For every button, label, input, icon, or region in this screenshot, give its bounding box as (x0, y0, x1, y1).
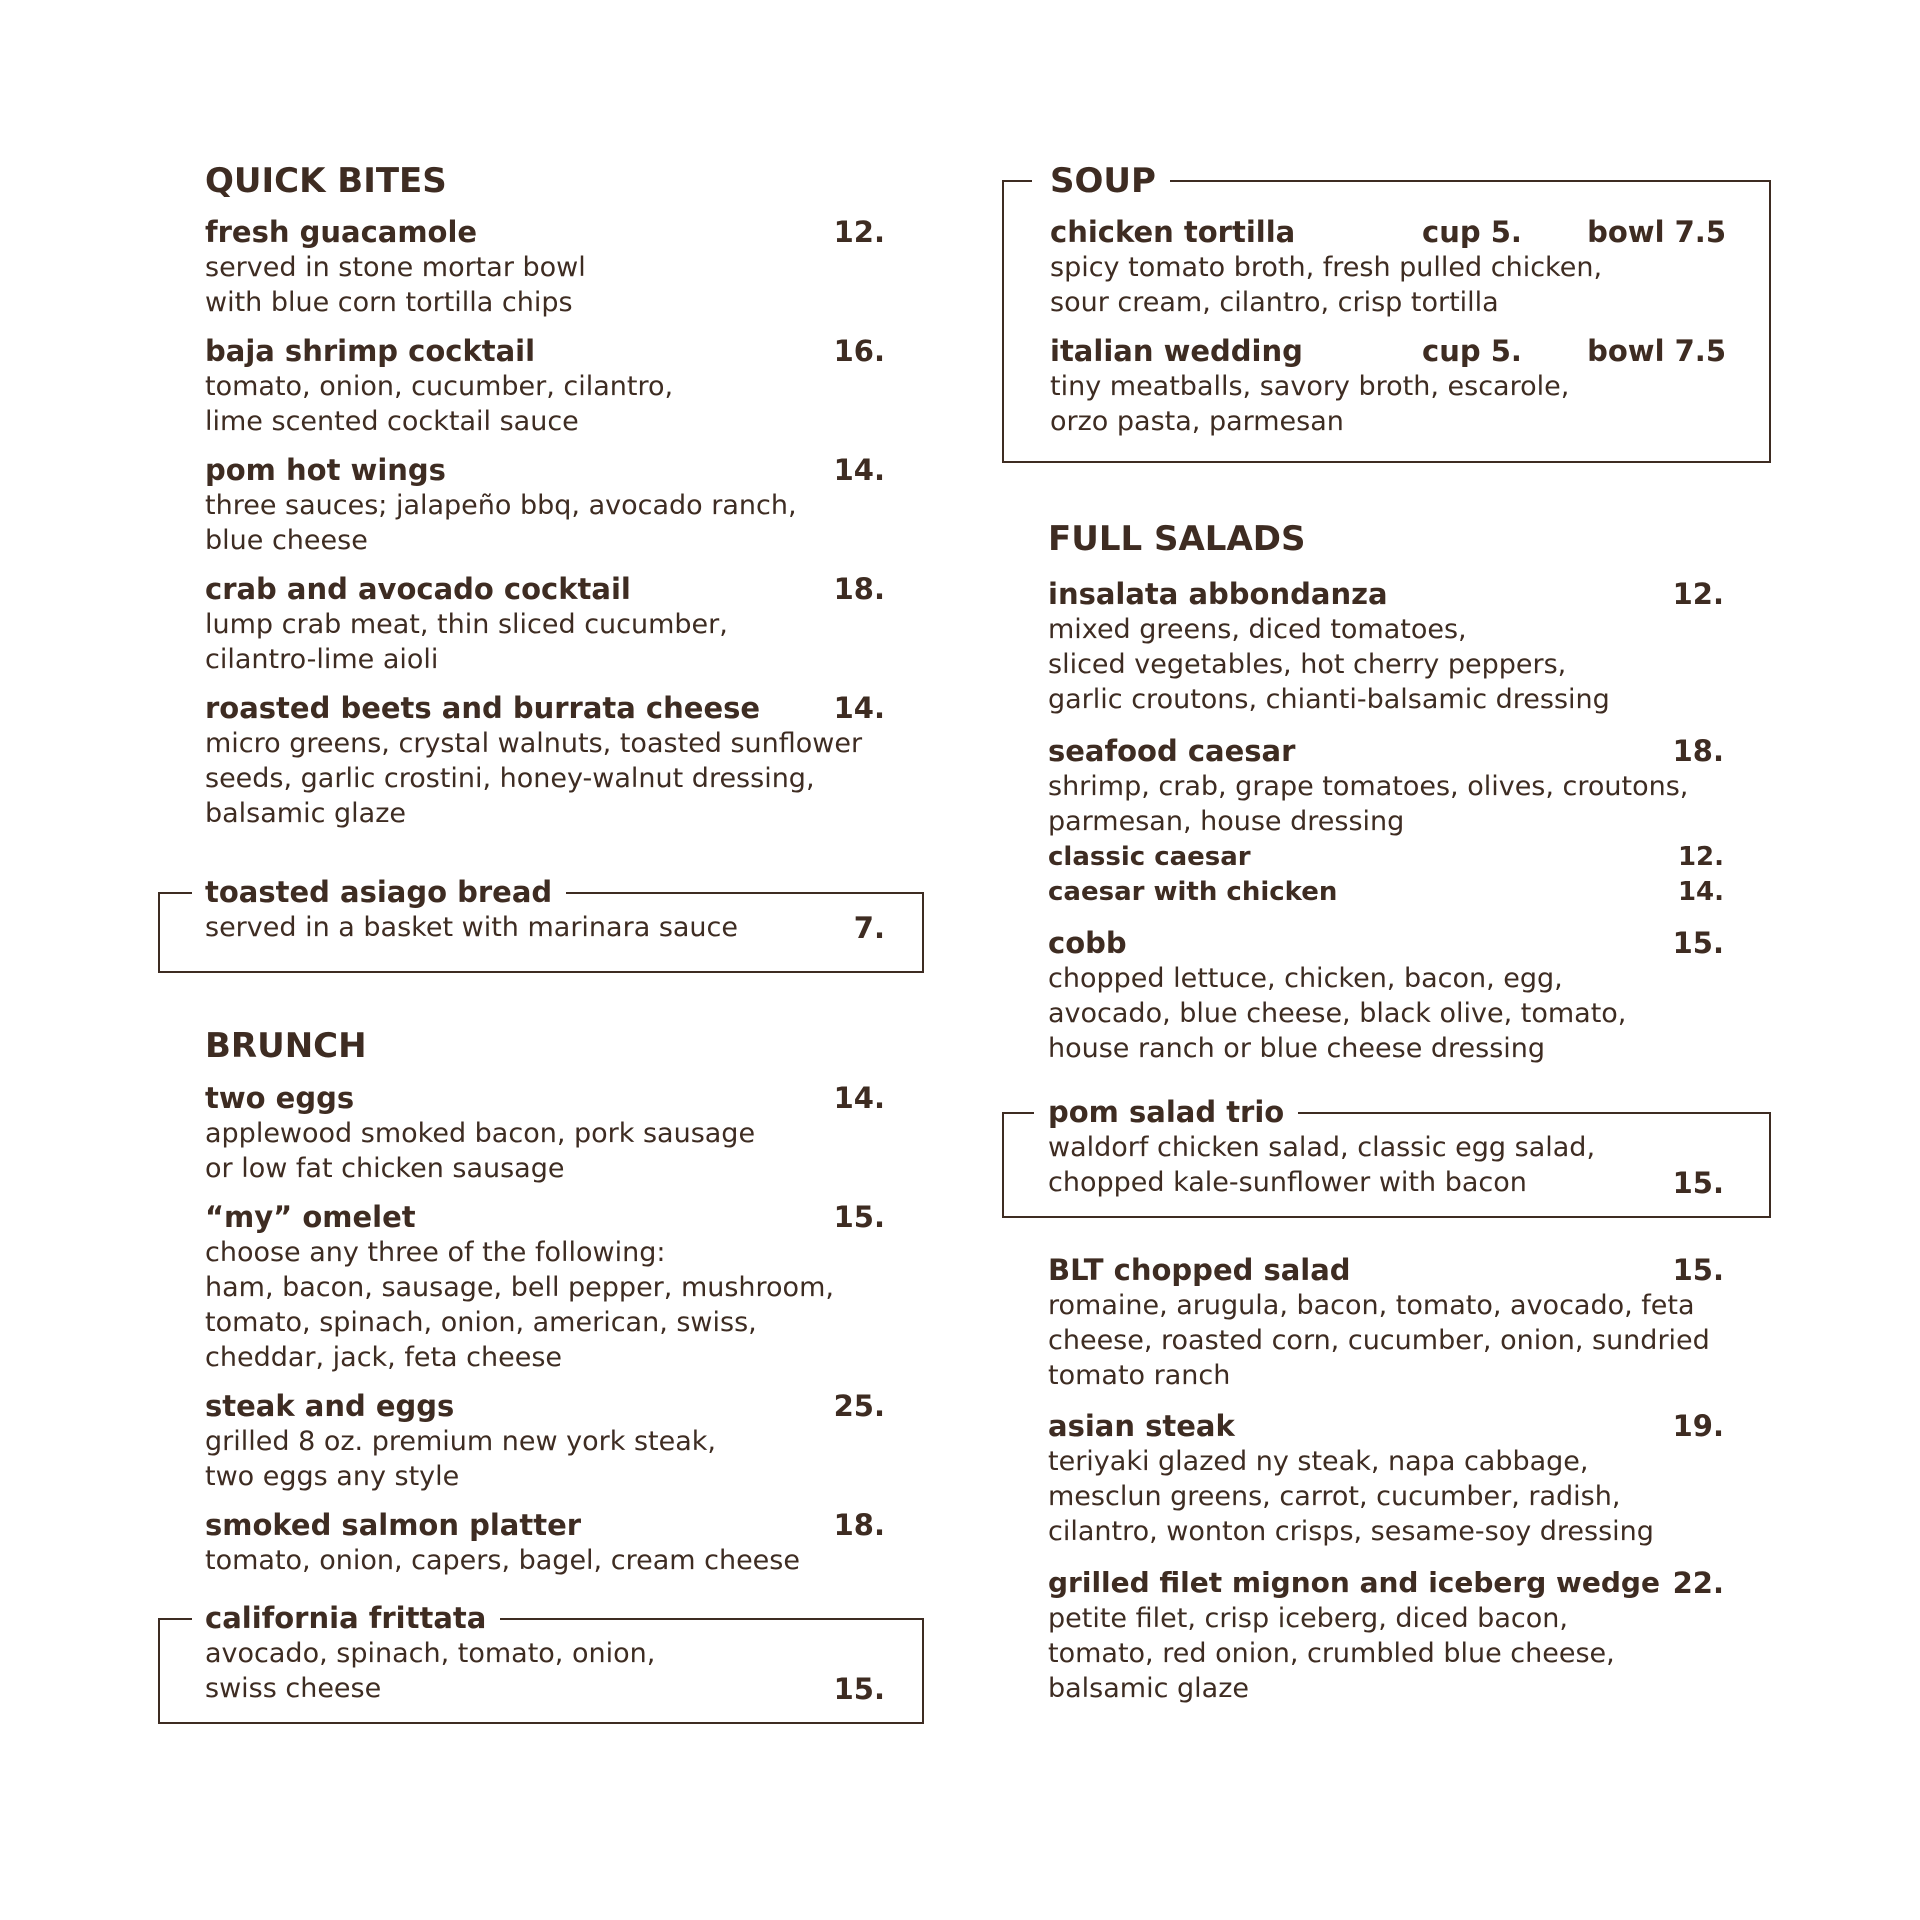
item-price: 15. (833, 1200, 885, 1234)
brunch-heading: BRUNCH (205, 1026, 367, 1066)
item-name: two eggs (205, 1081, 355, 1115)
featured-item-pom-salad-trio (1048, 1130, 1724, 1200)
item-name: classic caesar (1048, 842, 1251, 872)
item-price: 12. (833, 215, 885, 249)
item-price: 15. (1672, 926, 1724, 960)
featured-item-name: toasted asiago bread (192, 874, 566, 910)
menu-item-italian-wedding (1050, 333, 1730, 439)
quick-bites-heading: QUICK BITES (205, 161, 447, 201)
item-price: 12. (1677, 842, 1724, 872)
item-description: tomato, onion, capers, bagel, cream cheese (205, 1545, 800, 1576)
item-price: 15. (1672, 1253, 1724, 1287)
menu-item-steak-and-eggs (205, 1388, 885, 1494)
item-price: 14. (833, 1081, 885, 1115)
soup-heading: SOUP (1032, 160, 1170, 202)
item-price: 15. (833, 1672, 885, 1706)
item-name: cobb (1048, 926, 1127, 960)
item-price: 14. (1677, 877, 1724, 907)
item-price: 18. (833, 1508, 885, 1542)
item-price: 15. (1672, 1166, 1724, 1200)
item-price: 25. (833, 1389, 885, 1423)
menu-item-smoked-salmon-platter (205, 1507, 885, 1578)
item-description: tomato, onion, cucumber, cilantro, lime scented cocktail sauce (205, 371, 674, 437)
menu-item-insalata-abbondanza (1048, 576, 1724, 717)
item-price-cup: cup 5. (1422, 215, 1522, 249)
menu-item-my-omelet (205, 1199, 885, 1375)
item-description: romaine, arugula, bacon, tomato, avocado, feta cheese, roasted corn, cucumber, onion, sundried tomato ranch (1048, 1290, 1710, 1391)
item-description: lump crab meat, thin sliced cucumber, cilantro-lime aioli (205, 609, 728, 675)
item-description: teriyaki glazed ny steak, napa cabbage, mesclun greens, carrot, cucumber, radish, cilantro, wonton crisps, sesame-soy dressing (1048, 1446, 1654, 1547)
item-name: italian wedding (1050, 334, 1303, 368)
menu-item-crab-avocado-cocktail (205, 571, 885, 677)
item-name: seafood caesar (1048, 734, 1296, 768)
item-price: 22. (1672, 1566, 1724, 1600)
menu-item-chicken-tortilla (1050, 214, 1730, 320)
item-description: grilled 8 oz. premium new york steak, two eggs any style (205, 1426, 716, 1492)
item-name: smoked salmon platter (205, 1508, 582, 1542)
item-name: steak and eggs (205, 1389, 455, 1423)
featured-item-california-frittata (205, 1636, 885, 1706)
menu-item-seafood-caesar (1048, 733, 1724, 839)
menu-item-caesar-with-chicken (1048, 875, 1724, 910)
item-name: BLT chopped salad (1048, 1253, 1351, 1287)
featured-item-name: pom salad trio (1034, 1094, 1298, 1130)
featured-item-asiago-bread (205, 910, 885, 945)
menu-item-pom-hot-wings (205, 452, 885, 558)
menu-item-baja-shrimp-cocktail (205, 333, 885, 439)
featured-item-name: california frittata (192, 1600, 500, 1636)
item-description: micro greens, crystal walnuts, toasted sunflower seeds, garlic crostini, honey-walnut dressing, balsamic glaze (205, 728, 863, 829)
item-description: served in stone mortar bowl with blue corn tortilla chips (205, 252, 586, 318)
item-description: avocado, spinach, tomato, onion, swiss cheese (205, 1638, 656, 1704)
item-price: 16. (833, 334, 885, 368)
menu-item-roasted-beets-burrata (205, 690, 885, 831)
item-price: 19. (1672, 1409, 1724, 1443)
item-description: applewood smoked bacon, pork sausage or low fat chicken sausage (205, 1118, 756, 1184)
item-description: mixed greens, diced tomatoes, sliced vegetables, hot cherry peppers, garlic croutons, chianti-balsamic dressing (1048, 614, 1610, 715)
item-description: shrimp, crab, grape tomatoes, olives, croutons, parmesan, house dressing (1048, 771, 1689, 837)
item-name: baja shrimp cocktail (205, 334, 536, 368)
menu-item-classic-caesar (1048, 840, 1724, 875)
item-name: insalata abbondanza (1048, 577, 1388, 611)
item-price: 18. (833, 572, 885, 606)
item-name: “my” omelet (205, 1200, 416, 1234)
full-salads-heading: FULL SALADS (1048, 519, 1306, 559)
item-description: chopped lettuce, chicken, bacon, egg, avocado, blue cheese, black olive, tomato, house ranch or blue cheese dressing (1048, 963, 1627, 1064)
item-name: caesar with chicken (1048, 877, 1338, 907)
item-price: 7. (853, 911, 885, 945)
item-description: spicy tomato broth, fresh pulled chicken, sour cream, cilantro, crisp tortilla (1050, 252, 1603, 318)
item-price-bowl: bowl 7.5 (1587, 215, 1726, 249)
item-name: grilled filet mignon and iceberg wedge (1048, 1566, 1660, 1599)
menu-item-fresh-guacamole (205, 214, 885, 320)
item-description: petite filet, crisp iceberg, diced bacon, tomato, red onion, crumbled blue cheese, balsamic glaze (1048, 1603, 1615, 1704)
menu-item-asian-steak (1048, 1408, 1724, 1549)
item-description: three sauces; jalapeño bbq, avocado ranch, blue cheese (205, 490, 797, 556)
item-price-bowl: bowl 7.5 (1587, 334, 1726, 368)
item-name: pom hot wings (205, 453, 446, 487)
item-price: 12. (1672, 577, 1724, 611)
item-description: served in a basket with marinara sauce (205, 912, 738, 943)
item-price: 14. (833, 691, 885, 725)
menu-item-blt-chopped-salad (1048, 1252, 1724, 1393)
item-name: chicken tortilla (1050, 215, 1296, 249)
item-description: waldorf chicken salad, classic egg salad, chopped kale-sunflower with bacon (1048, 1132, 1596, 1198)
item-name: asian steak (1048, 1409, 1235, 1443)
menu-item-two-eggs (205, 1080, 885, 1186)
item-price: 14. (833, 453, 885, 487)
item-description: choose any three of the following: ham, bacon, sausage, bell pepper, mushroom, tomato, spinach, onion, american, swiss, cheddar, jack, feta cheese (205, 1237, 834, 1373)
item-name: roasted beets and burrata cheese (205, 691, 761, 725)
item-description: tiny meatballs, savory broth, escarole, orzo pasta, parmesan (1050, 371, 1570, 437)
item-name: fresh guacamole (205, 215, 478, 249)
item-price: 18. (1672, 734, 1724, 768)
menu-item-cobb (1048, 925, 1724, 1066)
menu-item-filet-mignon-iceberg (1048, 1565, 1724, 1706)
item-name: crab and avocado cocktail (205, 572, 631, 606)
item-price-cup: cup 5. (1422, 334, 1522, 368)
